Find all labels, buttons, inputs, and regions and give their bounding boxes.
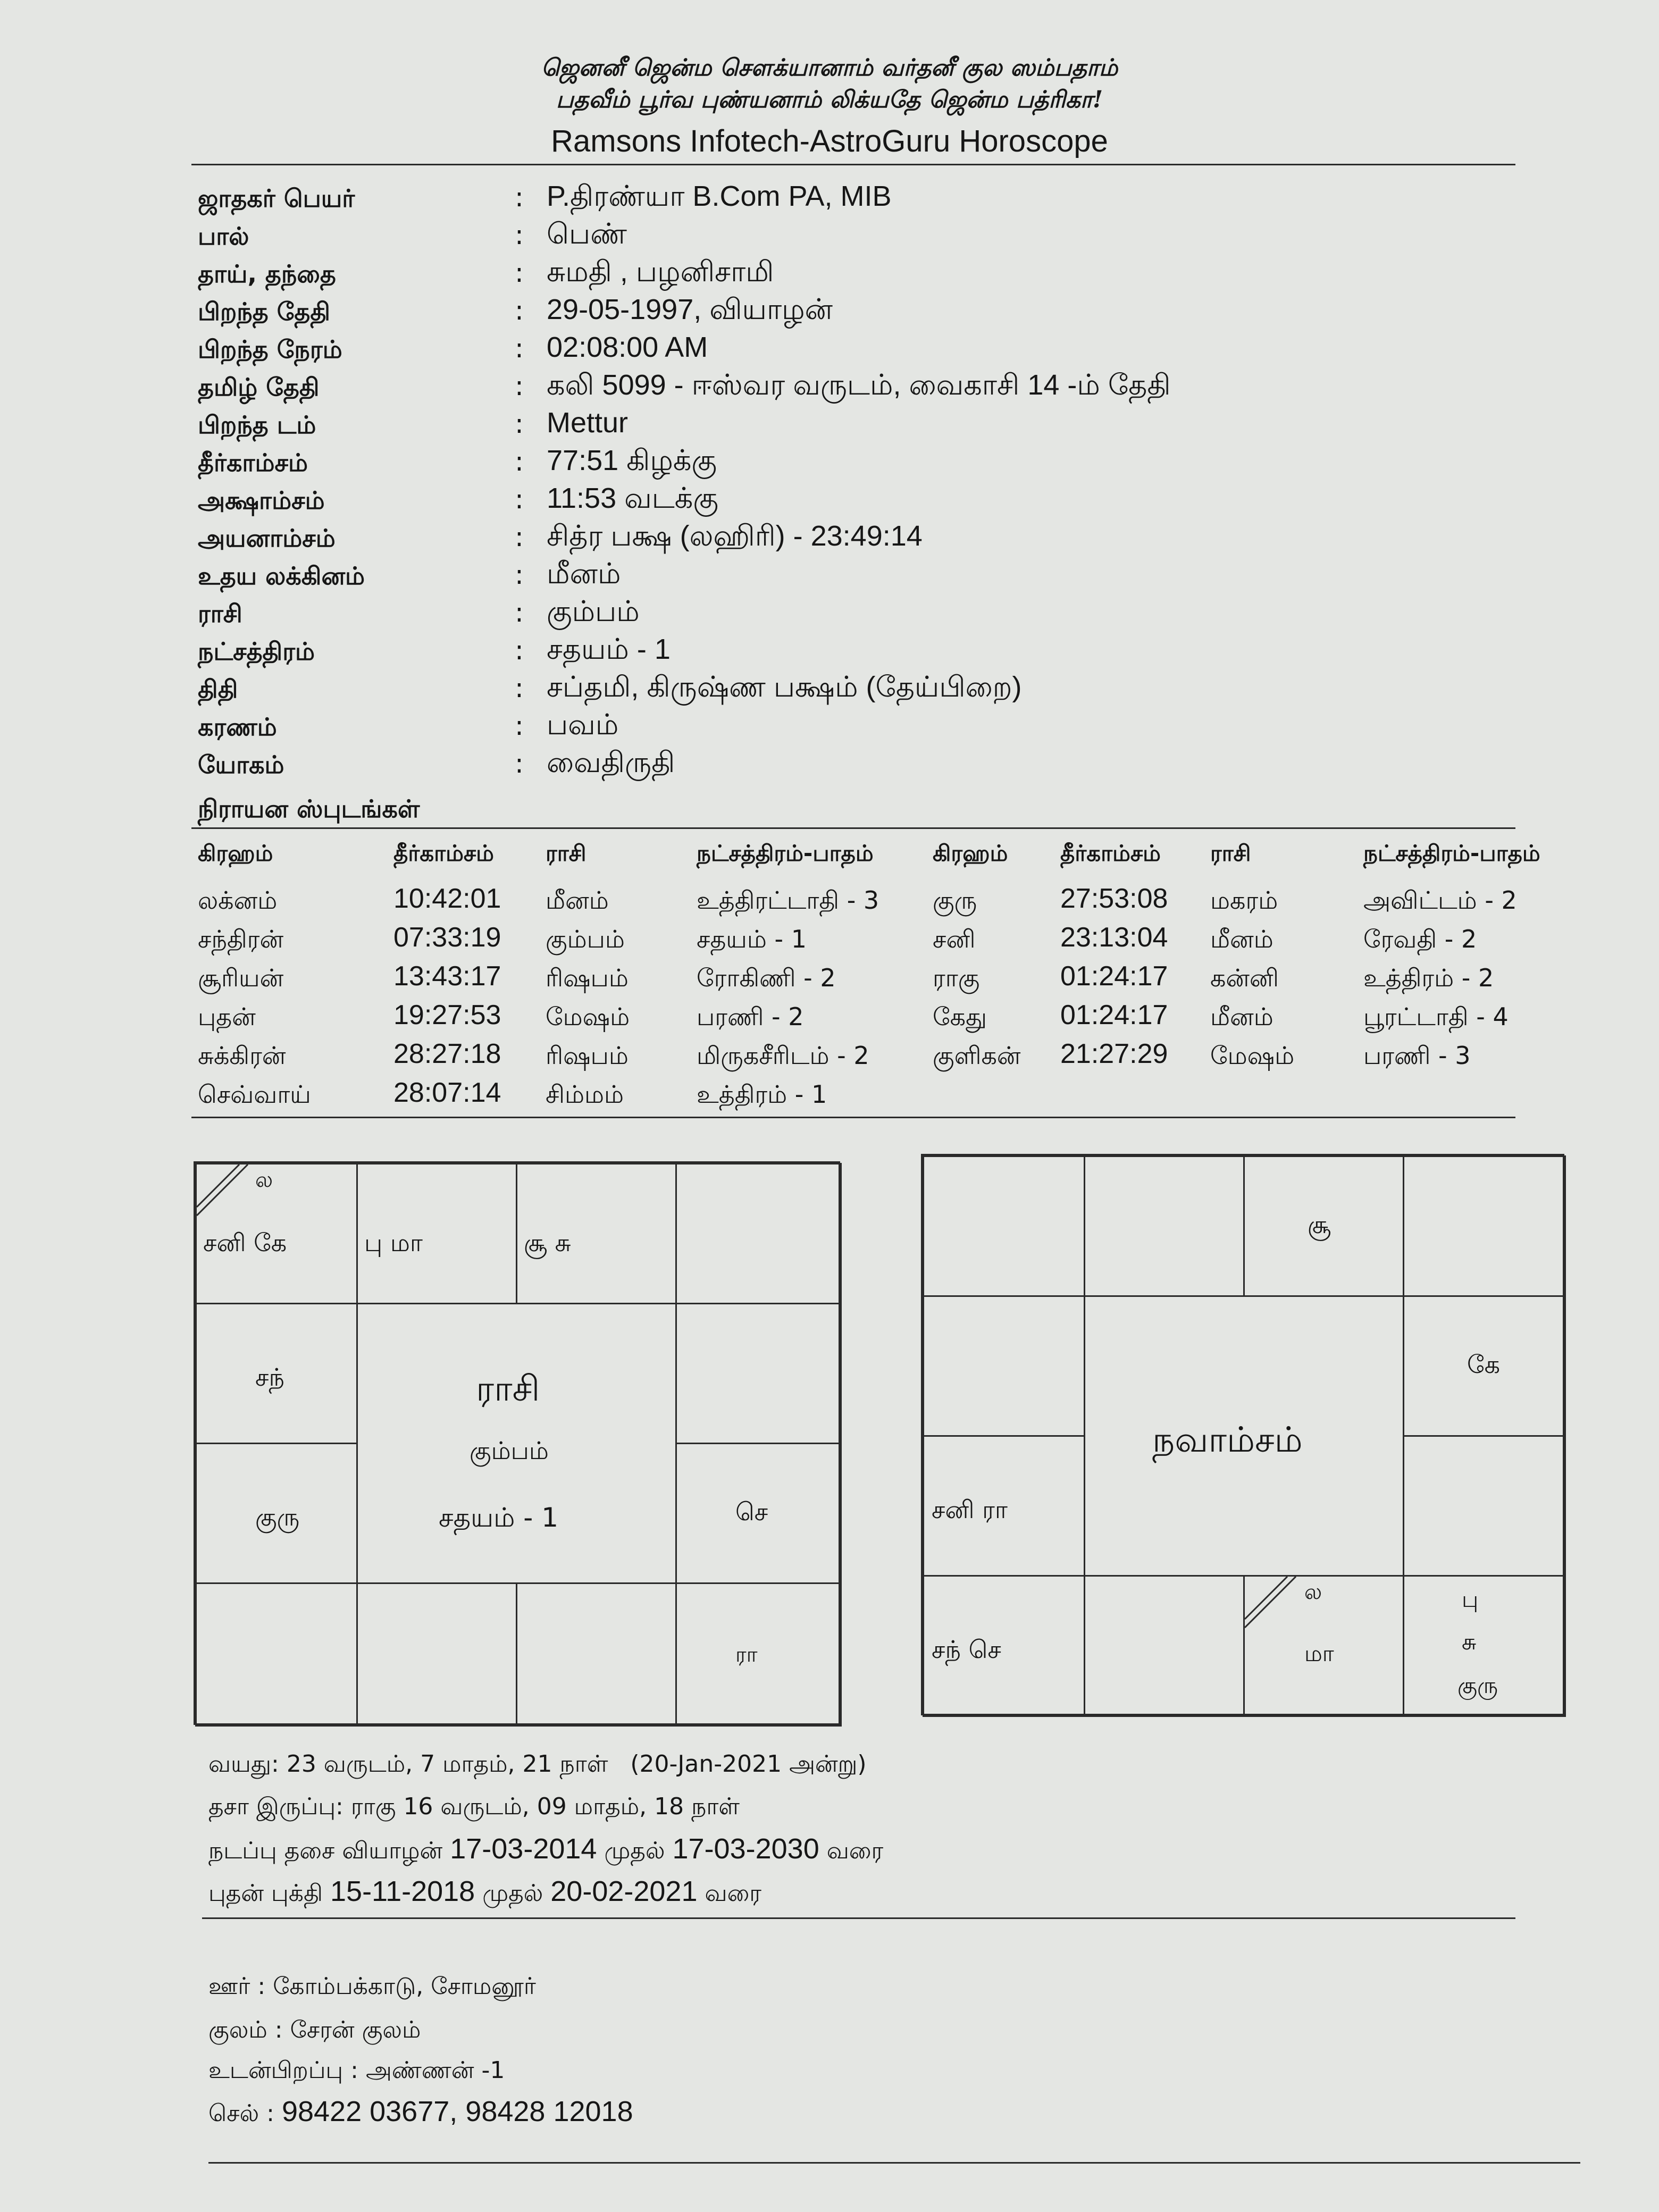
table-cell: மேஷம் [546, 1002, 630, 1031]
table-cell: கேது [933, 1002, 987, 1031]
table-cell: சூரியன் [198, 963, 284, 992]
detail-label: ராசி [198, 599, 242, 628]
table-cell: மேஷம் [1210, 1041, 1295, 1070]
table-cell: உத்திரம் - 2 [1363, 963, 1494, 992]
detail-value: சித்ர பக்ஷ (லஹிரி) - 23:49:14 [547, 520, 923, 552]
detail-label: திதி [198, 675, 238, 703]
rasi-cell-rishabam [516, 1163, 677, 1304]
detail-value: 02:08:00 AM [547, 331, 708, 363]
detail-colon: : [515, 333, 524, 364]
dasa-balance-value: ராகு 16 வருடம், 09 மாதம், 18 நாள் [350, 1793, 740, 1820]
table-cell: ரிஷபம் [546, 963, 629, 992]
detail-value: 77:51 கிழக்கு [547, 445, 717, 476]
table-cell: ரேவதி - 2 [1363, 925, 1477, 953]
detail-label: தீர்காம்சம் [198, 448, 308, 477]
age-date: (20-Jan-2021 அன்று) [630, 1750, 867, 1778]
table-cell: உத்திரம் - 1 [697, 1080, 827, 1109]
footer-divider [208, 2162, 1580, 2164]
navamsa-cell-text: சூ [1308, 1210, 1331, 1239]
rasi-center-sign: கும்பம் [470, 1436, 549, 1465]
detail-value: Mettur [547, 407, 629, 439]
table-header: கிரஹம் [198, 840, 273, 866]
table-cell: சதயம் - 1 [697, 925, 807, 953]
navamsa-cell-mithunam [1403, 1155, 1566, 1297]
phone-value: 98422 03677, 98428 12018 [281, 2096, 633, 2127]
clan-line [208, 2016, 421, 2047]
detail-label: கரணம் [198, 713, 277, 741]
detail-value: வைதிருதி [547, 747, 675, 778]
table-cell: 21:27:29 [1060, 1038, 1168, 1069]
to-word: வரை [826, 1837, 884, 1864]
rasi-cell-mesham [356, 1163, 517, 1304]
table-cell: உத்திரட்டாதி - 3 [697, 886, 879, 915]
age-line [208, 1750, 867, 1781]
table-cell: 28:27:18 [393, 1038, 501, 1069]
age-value: 23 வருடம், 7 மாதம், 21 நாள் [286, 1750, 608, 1778]
table-cell: 23:13:04 [1060, 922, 1168, 953]
navamsa-cell-text: மா [1304, 1640, 1334, 1666]
table-cell: குரு [933, 886, 977, 915]
table-cell: 19:27:53 [393, 1000, 501, 1030]
detail-label: தமிழ் தேதி [198, 373, 320, 401]
detail-label: நட்சத்திரம் [198, 637, 315, 666]
detail-colon: : [515, 597, 524, 628]
detail-label: பிறந்த டம் [198, 410, 316, 439]
bhukti-from: 15-11-2018 [330, 1875, 475, 1907]
navamsa-chart [921, 1154, 1564, 1715]
table-cell: மீனம் [1210, 925, 1273, 953]
rasi-cell-dhanus [195, 1582, 358, 1727]
clan-label: குலம் : [208, 2016, 283, 2043]
detail-value: கலி 5099 - ஈஸ்வர வருடம், வைகாசி 14 -ம் தேதி [547, 369, 1171, 401]
table-cell: சனி [933, 925, 976, 953]
navamsa-cell-text: குரு [1457, 1672, 1498, 1698]
table-cell: சந்திரன் [198, 925, 284, 953]
table-header: தீர்காம்சம் [1060, 840, 1161, 866]
bhukti-to: 20-02-2021 [550, 1875, 698, 1907]
rasi-cell-text: சனி கே [203, 1228, 287, 1257]
table-cell: மகரம் [1210, 886, 1278, 915]
dasa-divider [202, 1917, 1515, 1919]
navamsa-cell-kanni [1403, 1575, 1566, 1717]
place-line [208, 1973, 536, 2003]
navamsa-cell-kumbam [923, 1295, 1085, 1437]
table-cell: 10:42:01 [393, 883, 501, 914]
lagna-marker-icon [1245, 1577, 1298, 1630]
table-cell: 07:33:19 [393, 922, 501, 953]
table-cell: சுக்கிரன் [198, 1041, 286, 1070]
dasa-balance-line [208, 1793, 740, 1823]
sibling-label: உடன்பிறப்பு : [208, 2057, 358, 2084]
detail-value: சதயம் - 1 [547, 633, 671, 665]
detail-label: பிறந்த நேரம் [198, 335, 342, 364]
rasi-chart [194, 1161, 840, 1725]
planet-positions-title: நிராயன ஸ்புடங்கள் [198, 794, 420, 823]
rasi-cell-viruchigam [356, 1582, 517, 1727]
table-cell: பரணி - 2 [697, 1002, 804, 1031]
table-cell: மிருகசீரிடம் - 2 [697, 1041, 869, 1070]
phone-line [208, 2095, 633, 2130]
lagna-label: ல [1304, 1580, 1322, 1604]
bhukti-label: புதன் புக்தி [208, 1880, 323, 1907]
detail-label: அக்ஷாம்சம் [198, 486, 325, 515]
header-verse-line-2: பதவீம் பூர்வ புண்யனாம் லிக்யதே ஜென்ம பத்ரிகா! [556, 86, 1103, 113]
current-dasa-label: நடப்பு தசை வியாழன் [208, 1837, 443, 1864]
table-cell: 28:07:14 [393, 1077, 501, 1108]
table-cell: பூரட்டாதி - 4 [1363, 1002, 1509, 1031]
table-cell: ராகு [933, 963, 980, 992]
table-bottom-rule [191, 1117, 1515, 1118]
detail-value: 11:53 வடக்கு [547, 482, 718, 514]
detail-label: பிறந்த தேதி [198, 297, 331, 326]
detail-colon: : [515, 484, 524, 515]
detail-value: P.திரண்யா B.Com PA, MIB [547, 180, 892, 212]
navamsa-cell-viruchigam [1084, 1575, 1245, 1717]
detail-label: தாய், தந்தை [198, 259, 336, 288]
table-cell: கன்னி [1210, 963, 1279, 992]
rasi-center-title: ராசி [476, 1368, 540, 1409]
navamsa-cell-kadagam [1403, 1295, 1566, 1437]
table-cell: மீனம் [546, 886, 609, 915]
rasi-cell-text: செ [735, 1497, 768, 1526]
rasi-cell-simmam [675, 1443, 842, 1584]
rasi-cell-kadagam [675, 1303, 842, 1444]
current-dasa-from: 17-03-2014 [450, 1833, 597, 1865]
table-cell: சிம்மம் [546, 1080, 624, 1109]
navamsa-cell-text: சனி ரா [932, 1495, 1008, 1524]
detail-colon: : [515, 673, 524, 703]
table-cell: புதன் [198, 1002, 256, 1031]
rasi-cell-text: சந் [255, 1363, 284, 1392]
detail-colon: : [515, 446, 524, 477]
navamsa-cell-mesham [1084, 1155, 1245, 1297]
to-word: வரை [705, 1880, 761, 1907]
table-cell: அவிட்டம் - 2 [1363, 886, 1517, 915]
table-header: ராசி [546, 840, 586, 866]
rasi-cell-text: ரா [735, 1643, 758, 1667]
detail-colon: : [515, 559, 524, 590]
detail-label: ஜாதகர் பெயர் [198, 184, 355, 213]
detail-value: 29-05-1997, வியாழன் [547, 294, 833, 325]
rasi-cell-text: குரு [255, 1503, 300, 1531]
navamsa-cell-magaram [923, 1435, 1085, 1577]
detail-colon: : [515, 748, 524, 779]
header-verse-line-1: ஜெனனீ ஜென்ம சௌக்யானாம் வர்தனீ குல ஸம்பதாம் [541, 54, 1118, 81]
current-dasa-line [208, 1832, 883, 1867]
navamsa-cell-text: சந் செ [932, 1635, 1001, 1664]
rasi-cell-magaram [195, 1443, 358, 1584]
table-cell: செவ்வாய் [198, 1080, 311, 1109]
rasi-center-star: சதயம் - 1 [439, 1502, 558, 1533]
navamsa-cell-thulam [1243, 1575, 1404, 1717]
place-value: கோம்பக்காடு, சோமனூர் [273, 1973, 536, 2000]
rasi-cell-mithunam [675, 1163, 842, 1304]
detail-colon: : [515, 635, 524, 666]
navamsa-cell-meenam [923, 1155, 1085, 1297]
rasi-cell-kumbam [195, 1303, 358, 1444]
detail-colon: : [515, 257, 524, 288]
table-cell: ரிஷபம் [546, 1041, 629, 1070]
detail-label: யோகம் [198, 750, 284, 779]
clan-value: சேரன் குலம் [290, 2016, 421, 2043]
sibling-line [208, 2057, 505, 2087]
detail-colon: : [515, 295, 524, 326]
table-cell: மீனம் [1210, 1002, 1273, 1031]
detail-value: மீனம் [547, 558, 621, 590]
detail-value: சப்தமி, கிருஷ்ண பக்ஷம் (தேய்பிறை) [547, 671, 1022, 703]
table-header: தீர்காம்சம் [393, 840, 494, 866]
detail-value: சுமதி , பழனிசாமி [547, 256, 774, 288]
navamsa-cell-text: பு [1462, 1586, 1479, 1612]
sibling-value: அண்ணன் -1 [365, 2057, 505, 2084]
bhukti-line [208, 1875, 761, 1910]
detail-value: கும்பம் [547, 596, 640, 627]
detail-label: பால் [198, 222, 249, 250]
document-title: Ramsons Infotech-AstroGuru Horoscope [551, 124, 1108, 158]
detail-colon: : [515, 371, 524, 401]
detail-colon: : [515, 522, 524, 552]
navamsa-cell-text: சு [1462, 1629, 1477, 1655]
navamsa-cell-rishabam [1243, 1155, 1404, 1297]
rasi-cell-meenam [195, 1163, 358, 1304]
table-header: கிரஹம் [933, 840, 1008, 866]
table-cell: லக்னம் [198, 886, 278, 915]
navamsa-center-title: நவாம்சம் [1152, 1419, 1303, 1460]
rasi-cell-kanni [675, 1582, 842, 1727]
detail-colon: : [515, 408, 524, 439]
place-label: ஊர் : [208, 1973, 266, 2000]
table-cell: 01:24:17 [1060, 1000, 1168, 1030]
rasi-cell-thulam [516, 1582, 677, 1727]
table-header: நட்சத்திரம்-பாதம் [1363, 840, 1540, 866]
table-cell: ரோகிணி - 2 [697, 963, 836, 992]
detail-colon: : [515, 220, 524, 250]
detail-label: அயனாம்சம் [198, 524, 336, 552]
current-dasa-to: 17-03-2030 [672, 1833, 819, 1865]
detail-colon: : [515, 710, 524, 741]
from-word: முதல் [482, 1880, 543, 1907]
table-cell: 01:24:17 [1060, 961, 1168, 992]
age-label: வயது: [208, 1750, 279, 1778]
lagna-label: ல [255, 1168, 273, 1192]
lagna-marker-icon [197, 1164, 250, 1218]
table-cell: 13:43:17 [393, 961, 501, 992]
navamsa-cell-simmam [1403, 1435, 1566, 1577]
detail-label: உதய லக்கினம் [198, 562, 365, 590]
from-word: முதல் [604, 1837, 665, 1864]
table-cell: கும்பம் [546, 925, 625, 953]
table-cell: பரணி - 3 [1363, 1041, 1471, 1070]
table-header: ராசி [1210, 840, 1251, 866]
navamsa-cell-dhanus [923, 1575, 1085, 1717]
rasi-cell-text: சூ சு [524, 1228, 571, 1257]
phone-label: செல் : [208, 2100, 274, 2127]
table-cell: குளிகன் [933, 1041, 1021, 1070]
detail-colon: : [515, 182, 524, 213]
detail-value: பெண் [547, 218, 627, 250]
header-divider [191, 164, 1515, 165]
table-cell: 27:53:08 [1060, 883, 1168, 914]
navamsa-cell-text: கே [1467, 1350, 1501, 1379]
table-top-rule [191, 827, 1515, 829]
dasa-balance-label: தசா இருப்பு: [208, 1793, 343, 1820]
detail-value: பவம் [547, 709, 619, 741]
table-header: நட்சத்திரம்-பாதம் [697, 840, 874, 866]
rasi-cell-text: பு மா [364, 1228, 423, 1257]
